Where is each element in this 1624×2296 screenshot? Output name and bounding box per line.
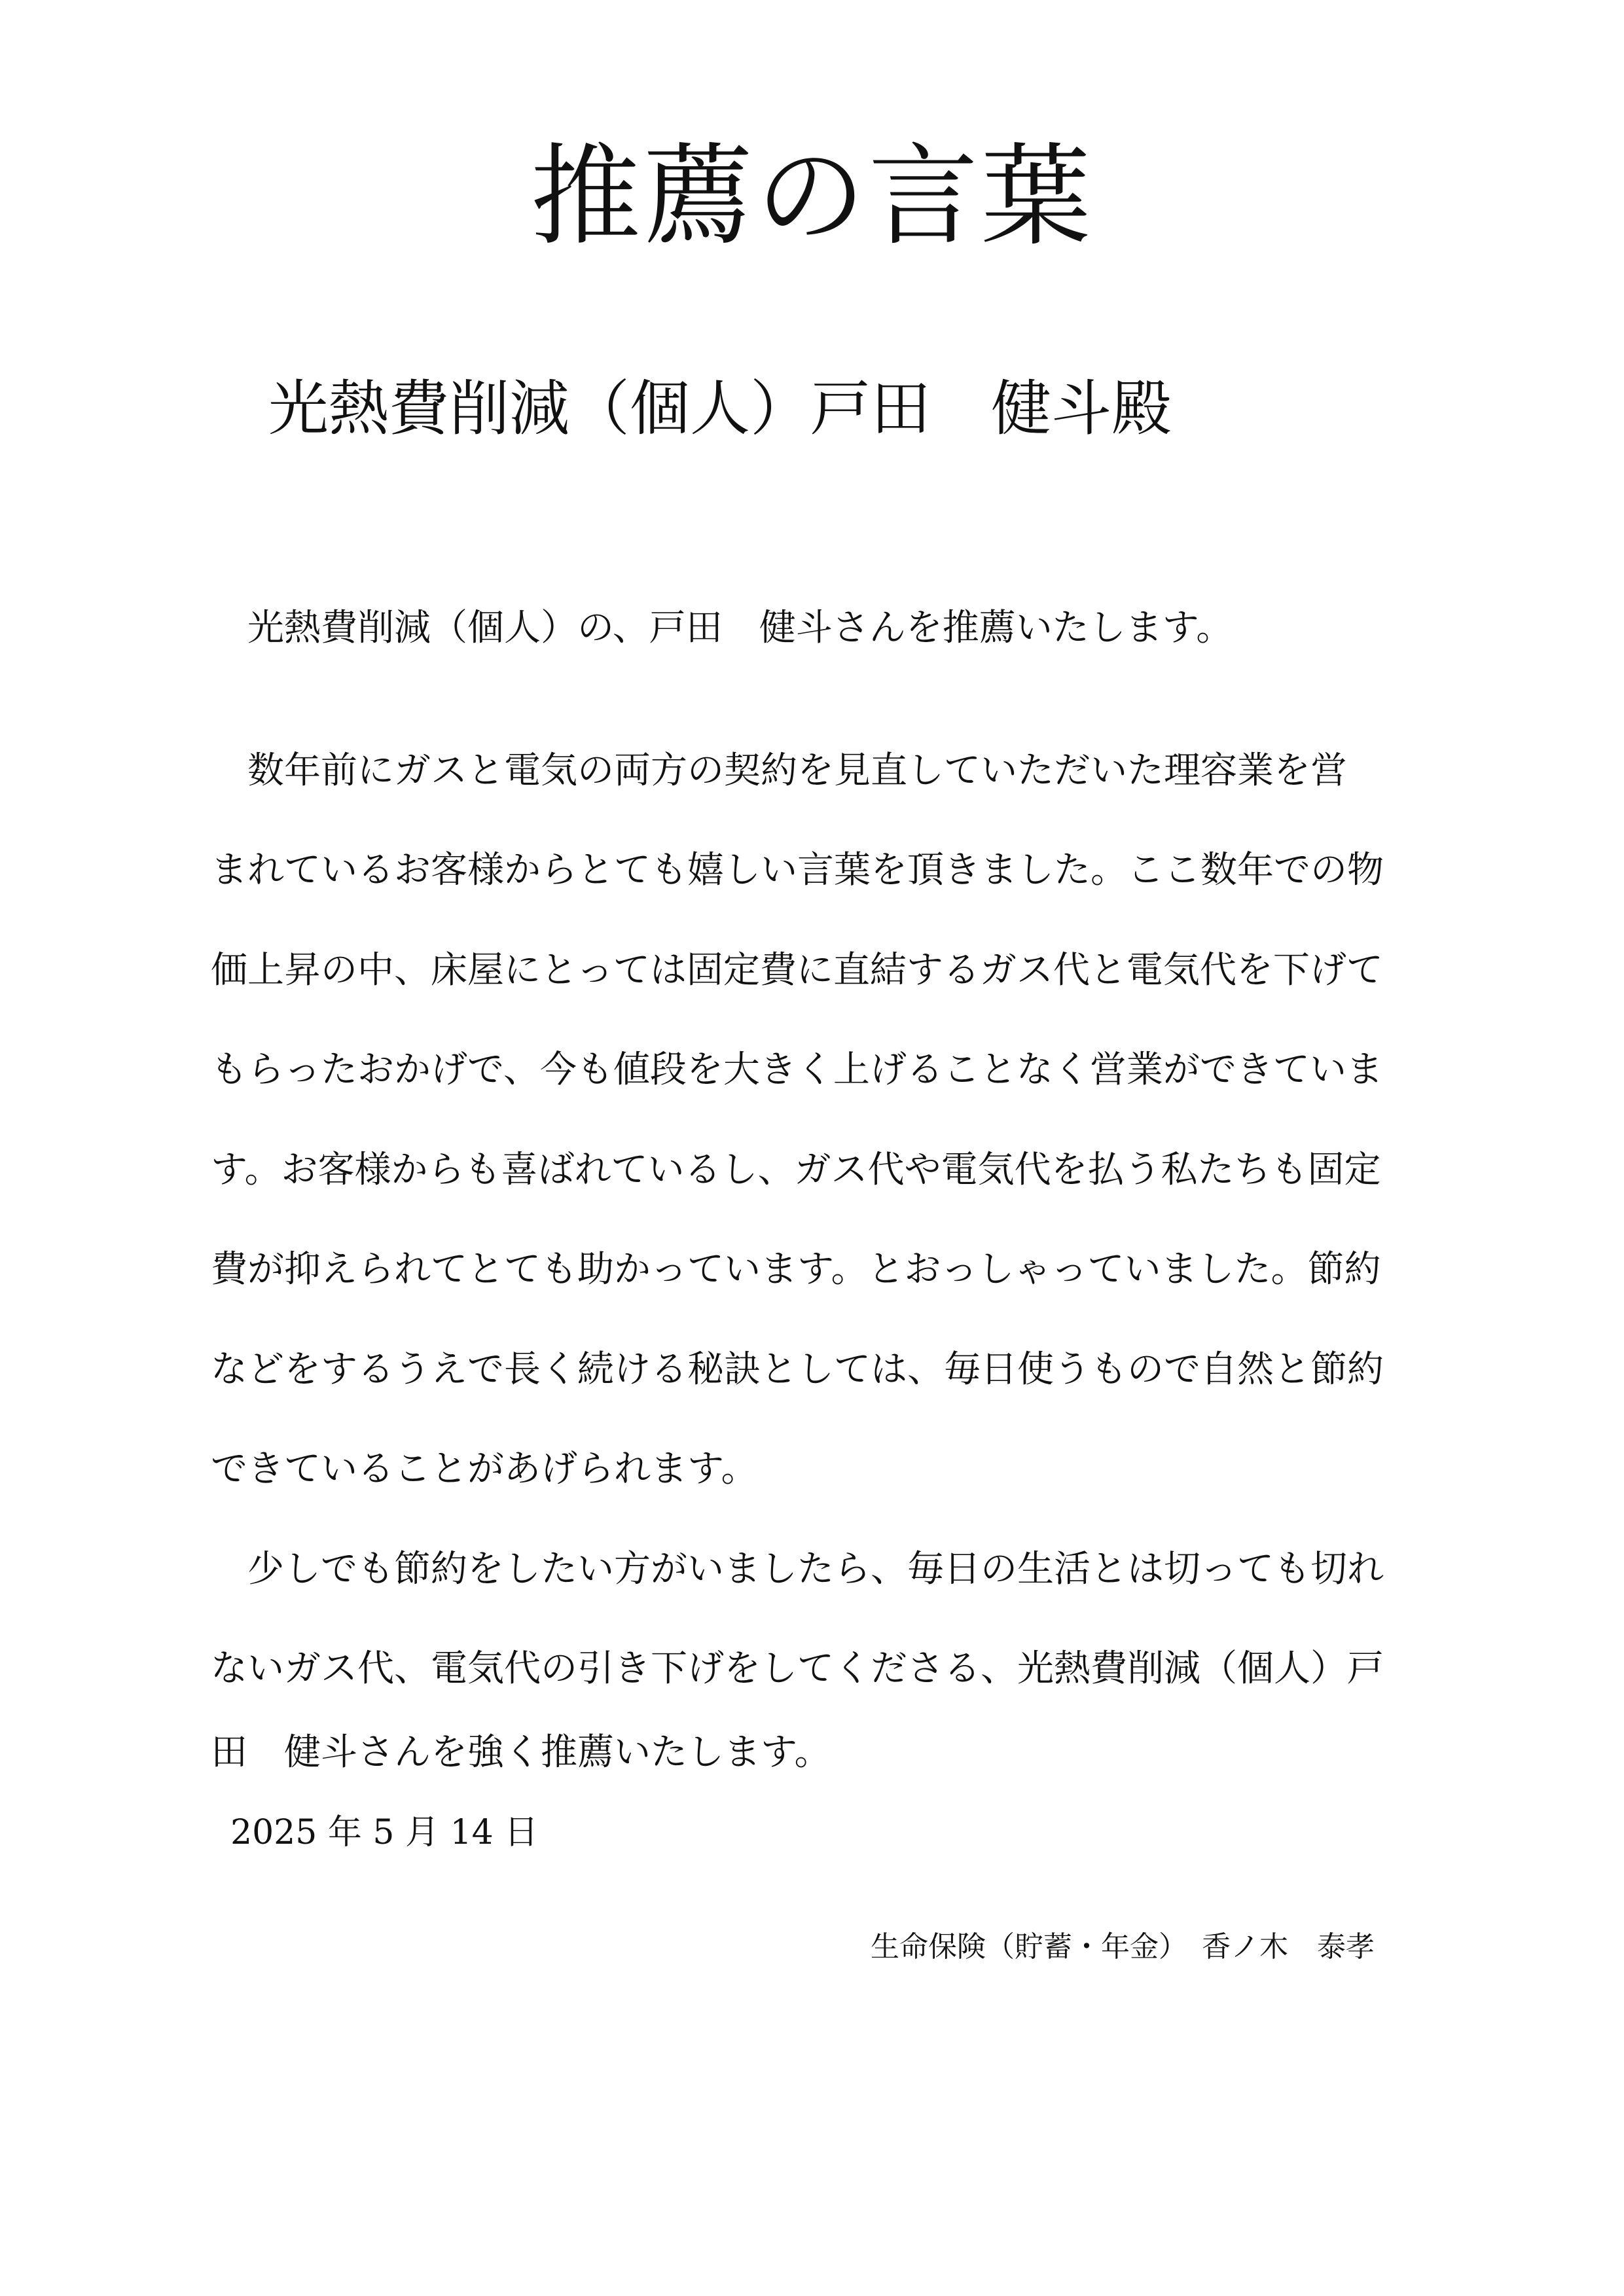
body-line-3: まれているお客様からとても嬉しい言葉を頂きました。ここ数年での物	[211, 849, 1384, 891]
addressee-line: 光熱費削減（個人）戸田 健斗殿	[268, 374, 1172, 444]
body-line-2: 数年前にガスと電気の両方の契約を見直していただいた理容業を営	[211, 749, 1347, 792]
document-title: 推薦の言葉	[530, 132, 1094, 260]
body-line-4: 価上昇の中、床屋にとっては固定費に直結するガス代と電気代を下げて	[211, 949, 1383, 992]
body-line-12: 田 健斗さんを強く推薦いたします。	[211, 1731, 831, 1774]
body-line-7: 費が抑えられてとても助かっています。とおっしゃっていました。節約	[211, 1248, 1381, 1291]
body-line-8: などをするうえで長く続ける秘訣としては、毎日使うもので自然と節約	[211, 1348, 1384, 1391]
body-line-5: もらったおかげで、今も値段を大きく上げることなく営業ができていま	[211, 1049, 1383, 1091]
body-line-11: ないガス代、電気代の引き下げをしてくださる、光熱費削減（個人）戸	[211, 1647, 1384, 1690]
document-date: 2025 年 5 月 14 日	[230, 1813, 539, 1852]
body-line-6: す。お客様からも喜ばれているし、ガス代や電気代を払う私たちも固定	[211, 1149, 1381, 1191]
body-line-9: できていることがあげられます。	[211, 1448, 758, 1490]
body-line-10: 少しでも節約をしたい方がいましたら、毎日の生活とは切っても切れ	[211, 1548, 1384, 1590]
signature-line: 生命保険（貯蓄・年金） 香ノ木 泰孝	[871, 1930, 1375, 1964]
body-line-1: 光熱費削減（個人）の、戸田 健斗さんを推薦いたします。	[211, 607, 1233, 649]
